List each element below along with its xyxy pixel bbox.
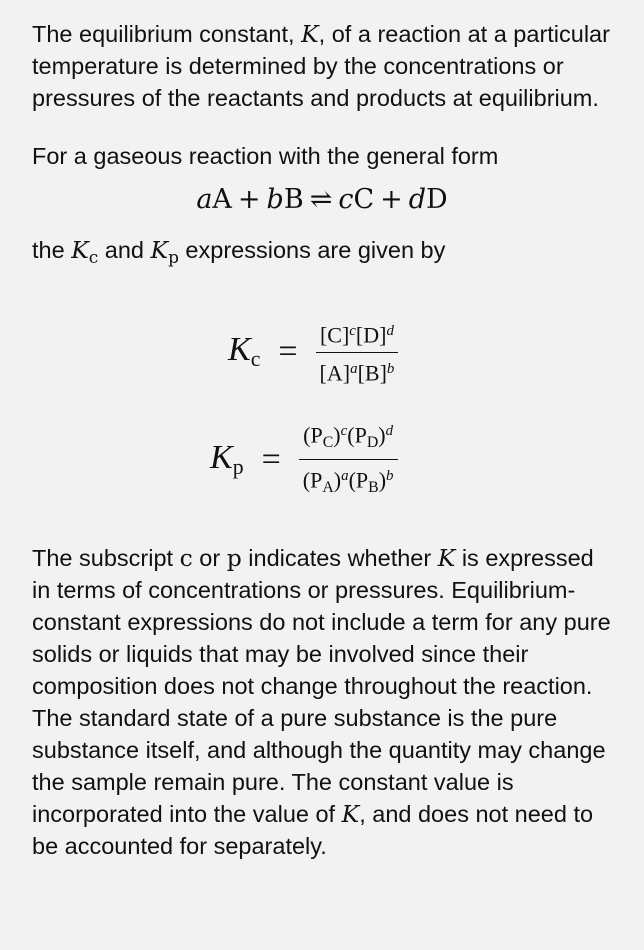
- closing-text-3: indicates whether: [241, 545, 438, 572]
- species-a: A: [212, 184, 232, 215]
- symbol-k: K: [301, 20, 319, 48]
- coef-d: d: [408, 184, 427, 215]
- kp-fraction: [299, 417, 398, 502]
- kp-numerator: $(P_C)^c(P_D)^d$: [303, 422, 394, 452]
- plus-sign: +: [380, 184, 403, 215]
- plus-sign: +: [237, 184, 261, 215]
- kline-text-3: expressions are given by: [178, 237, 446, 263]
- equilibrium-arrow: ⇌: [309, 184, 333, 215]
- kc-numerator: $[C]^c[D]^d$: [319, 322, 394, 348]
- coef-c: c: [338, 184, 354, 215]
- subscript-p: p: [226, 544, 242, 573]
- kc-expression: [228, 317, 612, 387]
- equals-sign: =: [261, 440, 281, 478]
- fraction-bar: [316, 352, 399, 353]
- species-b: B: [283, 184, 304, 215]
- symbol-kc: $K_c$: [71, 236, 99, 268]
- k-expressions-sentence: [32, 234, 612, 273]
- equals-sign: =: [278, 333, 298, 371]
- kline-text-1: the: [32, 237, 72, 263]
- kline-text-2: and: [98, 237, 151, 263]
- species-c: C: [353, 184, 375, 215]
- closing-text-2: or: [192, 545, 227, 572]
- coef-b: b: [266, 184, 284, 215]
- subscript-c: c: [179, 544, 193, 573]
- closing-text-5: , and does not need to be accounted for separately.: [32, 801, 594, 860]
- kp-lhs: $K_p$: [210, 439, 244, 480]
- coef-a: a: [196, 184, 213, 215]
- kp-expression: [210, 417, 612, 502]
- reaction-equation: [32, 182, 612, 218]
- kc-denominator: $[A]^a[B]^b$: [319, 360, 395, 385]
- closing-text-4: is expressed in terms of concentrations or pressures. Equilibrium-constant expressions do not include a term for any pure solids or liquids that may be involved since their composition does not change throughout the reaction. The standard state of a pure substance is the pure substance itself, and although the quantity may change the sample remain pure. The constant value is incorporated into the value of: [32, 545, 611, 828]
- kc-lhs: $K_c$: [228, 331, 261, 372]
- intro-paragraph: [32, 18, 612, 114]
- intro-text-1: The equilibrium constant,: [32, 21, 302, 47]
- lead-sentence: For a gaseous reaction with the general form: [32, 143, 499, 169]
- species-d: D: [426, 184, 448, 215]
- symbol-kp: $K_p$: [150, 236, 179, 268]
- closing-text-1: The subscript: [32, 545, 180, 572]
- intro-text-2: , of a reaction at a particular temperature is determined by the concentrations or pressures of the reactants and products at equilibrium.: [32, 21, 610, 111]
- kp-denominator: $(P_A)^a(P_B)^b$: [302, 467, 394, 497]
- closing-paragraph: [32, 542, 612, 862]
- symbol-k: K: [437, 544, 456, 573]
- fraction-bar: [299, 459, 398, 460]
- kc-fraction: [316, 317, 399, 387]
- symbol-k: K: [341, 800, 360, 829]
